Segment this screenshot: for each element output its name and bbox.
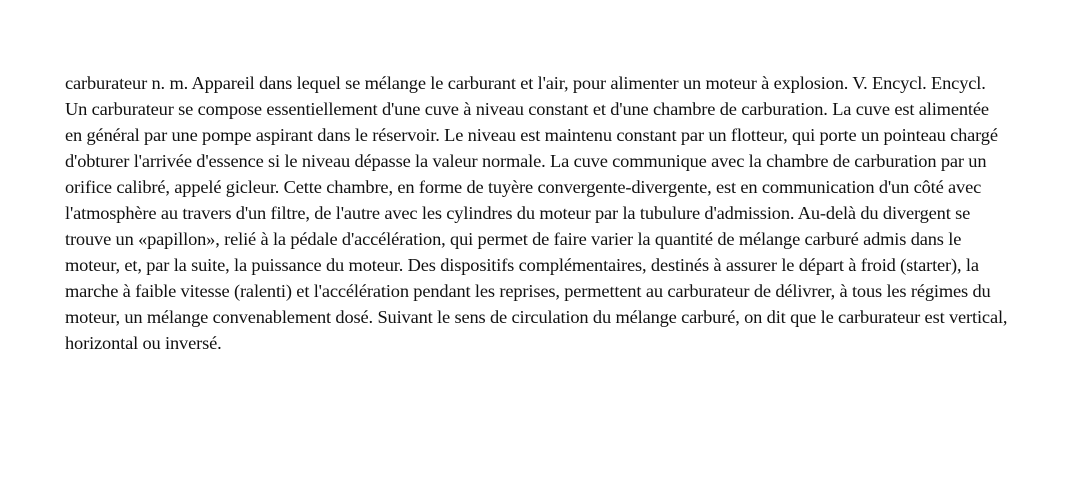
dictionary-entry-paragraph: carburateur n. m. Appareil dans lequel se mélange le carburant et l'air, pour alimenter un moteur à explosion. V. Encycl. Encycl. Un carburateur se compose essentiellement d'une cuve à niveau constant et d'une chambre de carburation. La cuve est alimentée en général par une pompe aspirant dans le réservoir. Le niveau est maintenu constant par un flotteur, qui porte un pointeau chargé d'obturer l'arrivée d'essence si le niveau dépasse la valeur normale. La cuve communique avec la chambre de carburation par un orifice calibré, appelé gicleur. Cette chambre, en forme de tuyère convergente-divergente, est en communication d'un côté avec l'atmosphère au travers d'un filtre, de l'autre avec les cylindres du moteur par la tubulure d'admission. Au-delà du divergent se trouve un «papillon», relié à la pédale d'accélération, qui permet de faire varier la quantité de mélange carburé admis dans le moteur, et, par la suite, la puissance du moteur. Des dispositifs complémentaires, destinés à assurer le départ à froid (starter), la marche à faible vitesse (ralenti) et l'accélération pendant les reprises, permettent au carburateur de délivrer, à tous les régimes du moteur, un mélange convenablement dosé. Suivant le sens de circulation du mélange carburé, on dit que le carburateur est vertical, horizontal ou inversé. (65, 73, 1008, 353)
